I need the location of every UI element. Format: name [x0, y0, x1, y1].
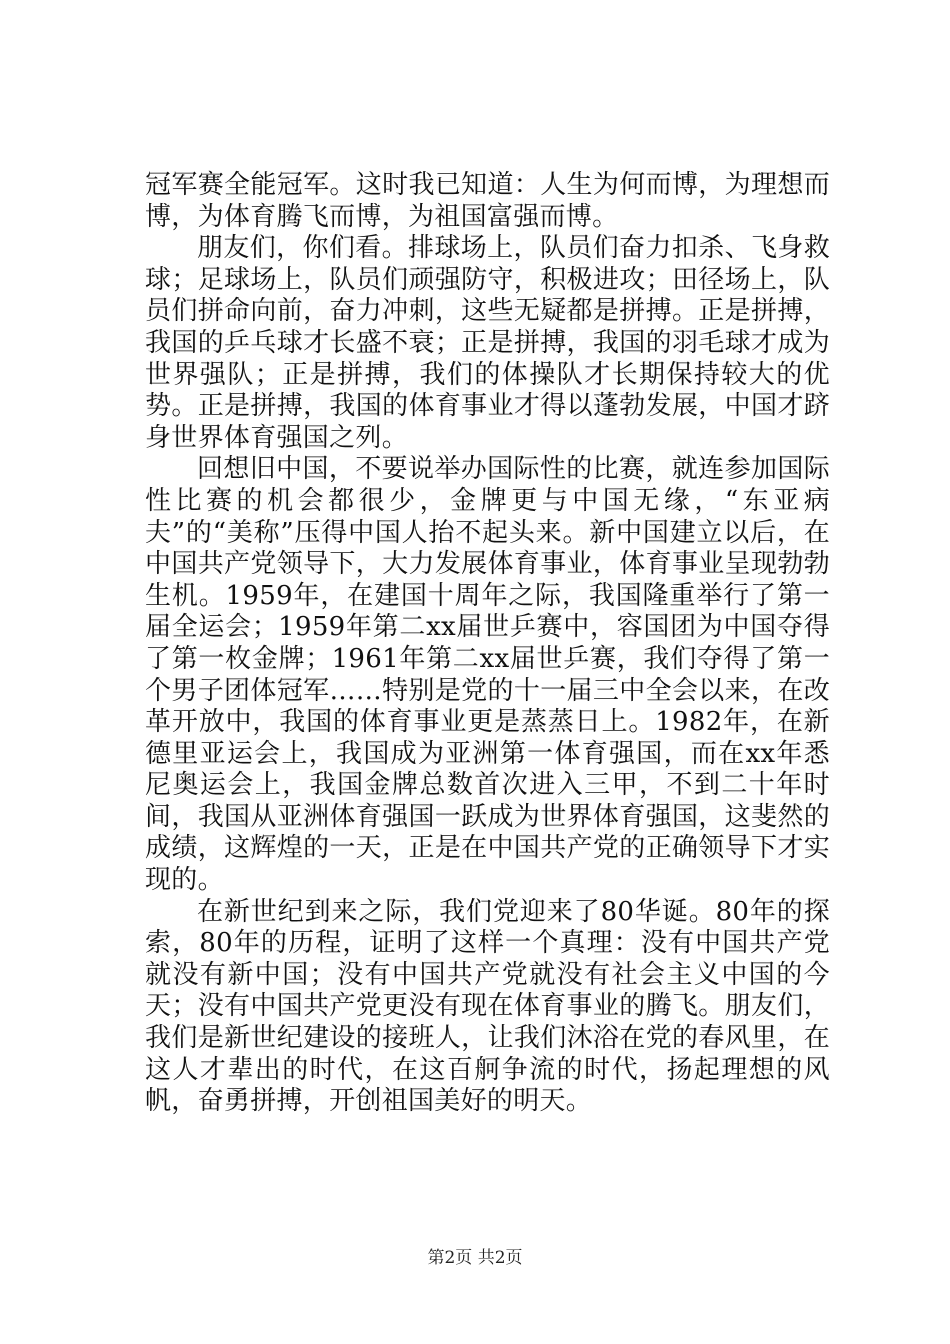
- paragraph: 在新世纪到来之际，我们党迎来了80华诞。80年的探索，80年的历程，证明了这样一个真理：没有中国共产党就没有新中国；没有中国共产党就没有社会主义中国的今天；没有中国共产党更没有现在体育事业的腾飞。朋友们，我们是新世纪建设的接班人，让我们沐浴在党的春风里，在这人才辈出的时代，在这百舸争流的时代，扬起理想的风帆，奋勇拼搏，开创祖国美好的明天。: [145, 896, 830, 1117]
- paragraph: 朋友们，你们看。排球场上，队员们奋力扣杀、飞身救球；足球场上，队员们顽强防守，积极进攻；田径场上，队员们拼命向前，奋力冲刺，这些无疑都是拼搏。正是拼搏，我国的乒乓球才长盛不衰；正是拼搏，我国的羽毛球才成为世界强队；正是拼搏，我们的体操队才长期保持较大的优势。正是拼搏，我国的体育事业才得以蓬勃发展，中国才跻身世界体育强国之列。: [145, 233, 830, 453]
- page-number-footer: 第2页 共2页: [427, 1248, 523, 1268]
- paragraph-continuation: 冠军赛全能冠军。这时我已知道：人生为何而博，为理想而博，为体育腾飞而博，为祖国富强而博。: [145, 170, 830, 232]
- paragraph: 回想旧中国，不要说举办国际性的比赛，就连参加国际性比赛的机会都很少，金牌更与中国无缘，“东亚病夫”的“美称”压得中国人抬不起头来。新中国建立以后，在中国共产党领导下，大力发展体育事业，体育事业呈现勃勃生机。1959年，在建国十周年之际，我国隆重举行了第一届全运会；1959年第二xx届世乒赛中，容国团为中国夺得了第一枚金牌；1961年第二xx届世乒赛，我们夺得了第一个男子团体冠军……特别是党的十一届三中全会以来，在改革开放中，我国的体育事业更是蒸蒸日上。1982年，在新德里亚运会上，我国成为亚洲第一体育强国，而在xx年悉尼奥运会上，我国金牌总数首次进入三甲，不到二十年时间，我国从亚洲体育强国一跃成为世界体育强国，这斐然的成绩，这辉煌的一天，正是在中国共产党的正确领导下才实现的。: [145, 454, 830, 896]
- document-body: [145, 170, 830, 1118]
